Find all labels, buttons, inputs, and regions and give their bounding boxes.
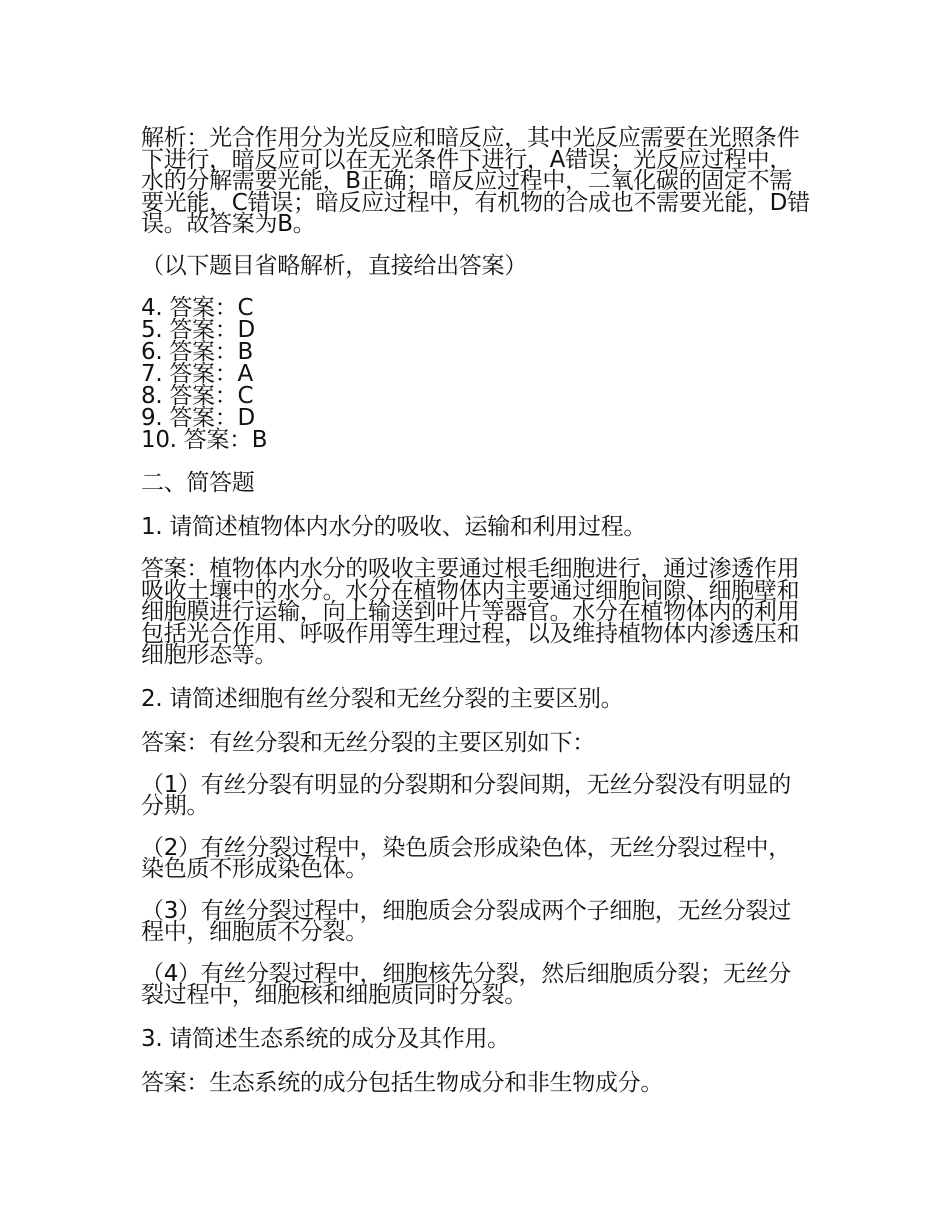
answer-2-point-1: （1）有丝分裂有明显的分裂期和分裂间期，无丝分裂没有明显的分期。	[141, 771, 791, 819]
question-3: 3. 请简述生态系统的成分及其作用。	[141, 1025, 510, 1052]
answer-2-point-3: （3）有丝分裂过程中，细胞质会分裂成两个子细胞，无丝分裂过程中，细胞质不分裂。	[141, 897, 791, 945]
answer-2-intro: 答案：有丝分裂和无丝分裂的主要区别如下：	[141, 729, 596, 756]
answer-8: 8. 答案：C	[141, 383, 254, 409]
answer-3: 答案：生态系统的成分包括生物成分和非生物成分。	[141, 1069, 664, 1096]
analysis-paragraph: 解析：光合作用分为光反应和暗反应，其中光反应需要在光照条件下进行，暗反应可以在无光条件下进行，A错误；光反应过程中，水的分解需要光能，B正确；暗反应过程中，二氧化碳的固定不需要光能，C错误；暗反应过程中，有机物的合成也不需要光能，D错误。故答案为B。	[141, 125, 810, 237]
answer-10: 10. 答案：B	[141, 427, 268, 453]
answer-2-point-2: （2）有丝分裂过程中，染色质会形成染色体，无丝分裂过程中，染色质不形成染色体。	[141, 834, 791, 882]
answer-4: 4. 答案：C	[141, 295, 254, 321]
omit-note: （以下题目省略解析，直接给出答案）	[141, 252, 527, 279]
answer-2-point-4: （4）有丝分裂过程中，细胞核先分裂，然后细胞质分裂；无丝分裂过程中，细胞核和细胞质同时分裂。	[141, 960, 791, 1008]
question-2: 2. 请简述细胞有丝分裂和无丝分裂的主要区别。	[141, 685, 624, 712]
answer-9: 9. 答案：D	[141, 405, 255, 431]
answer-7: 7. 答案：A	[141, 361, 253, 387]
answer-1: 答案：植物体内水分的吸收主要通过根毛细胞进行，通过渗透作用吸收土壤中的水分。水分在植物体内主要通过细胞间隙、细胞壁和细胞膜进行运输，向上输送到叶片等器官。水分在植物体内的利用包括光合作用、呼吸作用等生理过程，以及维持植物体内渗透压和细胞形态等。	[141, 556, 800, 668]
section-title: 二、简答题	[141, 470, 255, 496]
question-1: 1. 请简述植物体内水分的吸收、运输和利用过程。	[141, 514, 647, 540]
answer-6: 6. 答案：B	[141, 339, 253, 365]
document-page	[141, 125, 813, 1115]
answer-list	[141, 297, 813, 451]
answer-5: 5. 答案：D	[141, 317, 255, 343]
